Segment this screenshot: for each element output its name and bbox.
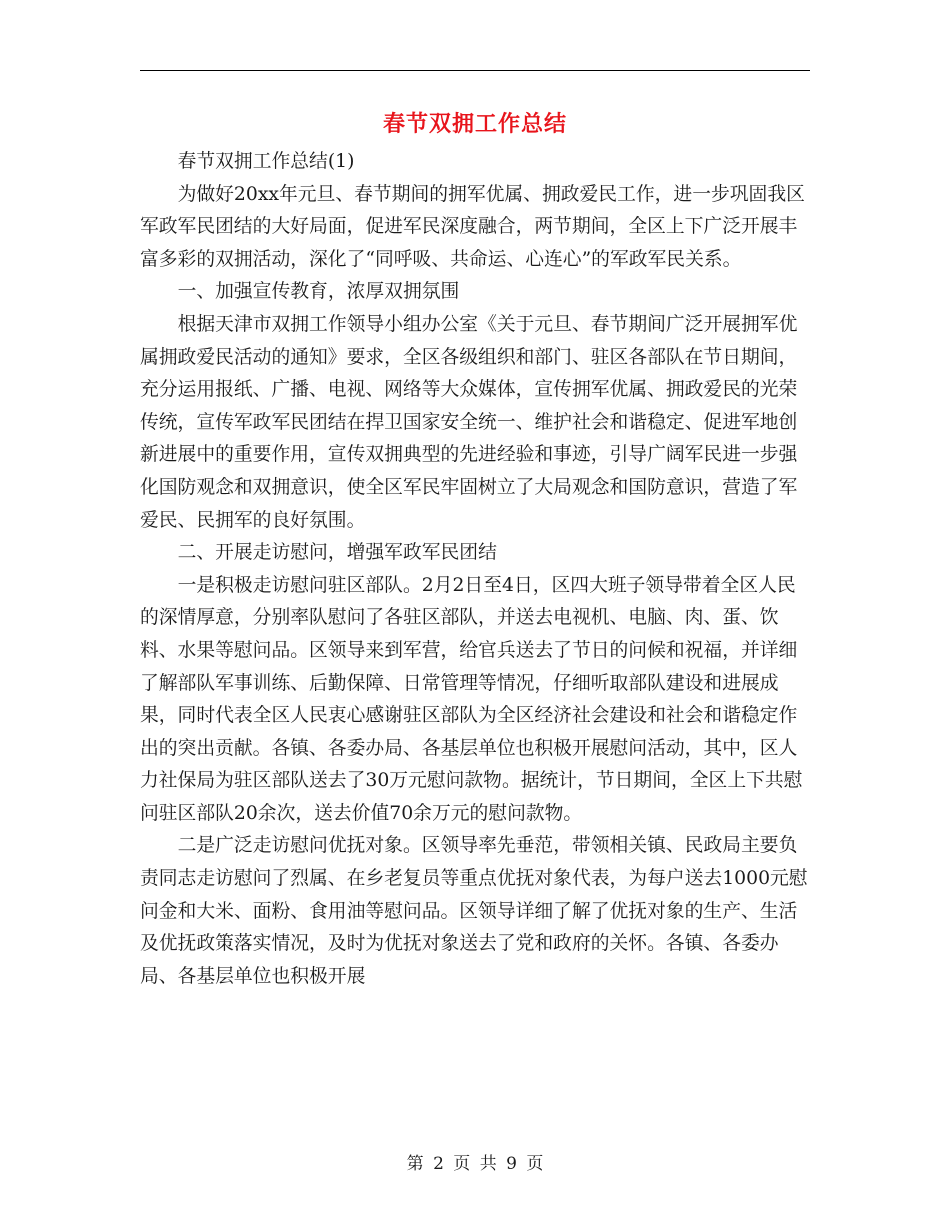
subtitle-line: 春节双拥工作总结(1) bbox=[177, 151, 355, 172]
document-title: 春节双拥工作总结 bbox=[382, 111, 567, 137]
section-heading-2: 二、开展走访慰问，增强军政军民团结 bbox=[177, 542, 497, 564]
page-footer: 第 2 页 共 9 页 bbox=[406, 1154, 544, 1174]
header-rule bbox=[140, 70, 810, 71]
paragraph-visit-families: 二是广泛走访慰问优抚对象。区领导率先垂范，带领相关镇、民政局主要负责同志走访慰问了烈属、在乡老复员等重点优抚对象代表，为每户送去1000元慰问金和大米、面粉、食用油等慰问品。区领导详细了解了优抚对象的生产、生活及优抚政策落实情况，及时为优抚对象送去了党和政府的关怀。各镇、各委办局、各基层单位也积极开展 bbox=[140, 835, 808, 987]
document-body bbox=[140, 146, 812, 993]
section-heading-1: 一、加强宣传教育，浓厚双拥氛围 bbox=[177, 281, 460, 303]
paragraph-publicity: 根据天津市双拥工作领导小组办公室《关于元旦、春节期间广泛开展拥军优属拥政爱民活动的通知》要求，全区各级组织和部门、驻区各部队在节日期间，充分运用报纸、广播、电视、网络等大众媒体，宣传拥军优属、拥政爱民的光荣传统，宣传军政军民团结在捍卫国家安全统一、维护社会和谐稳定、促进军地创新进展中的重要作用，宣传双拥典型的先进经验和事迹，引导广阔军民进一步强化国防观念和双拥意识，使全区军民牢固树立了大局观念和国防意识，营造了军爱民、民拥军的良好氛围。 bbox=[140, 313, 798, 531]
paragraph-visit-troops: 一是积极走访慰问驻区部队。2月2日至4日，区四大班子领导带着全区人民的深情厚意，分别率队慰问了各驻区部队，并送去电视机、电脑、肉、蛋、饮料、水果等慰问品。区领导来到军营，给官兵送去了节日的问候和祝福，并详细了解部队军事训练、后勤保障、日常管理等情况，仔细听取部队建设和进展成果，同时代表全区人民衷心感谢驻区部队为全区经济社会建设和社会和谐稳定作出的突出贡献。各镇、各委办局、各基层单位也积极开展慰问活动，其中，区人力社保局为驻区部队送去了30万元慰问款物。据统计，节日期间，全区上下共慰问驻区部队20余次，送去价值70余万元的慰问款物。 bbox=[140, 574, 803, 824]
paragraph-intro: 为做好20xx年元旦、春节期间的拥军优属、拥政爱民工作，进一步巩固我区军政军民团结的大好局面，促进军民深度融合，两节期间，全区上下广泛开展丰富多彩的双拥活动，深化了“同呼吸、共命运、心连心”的军政军民关系。 bbox=[140, 183, 805, 270]
